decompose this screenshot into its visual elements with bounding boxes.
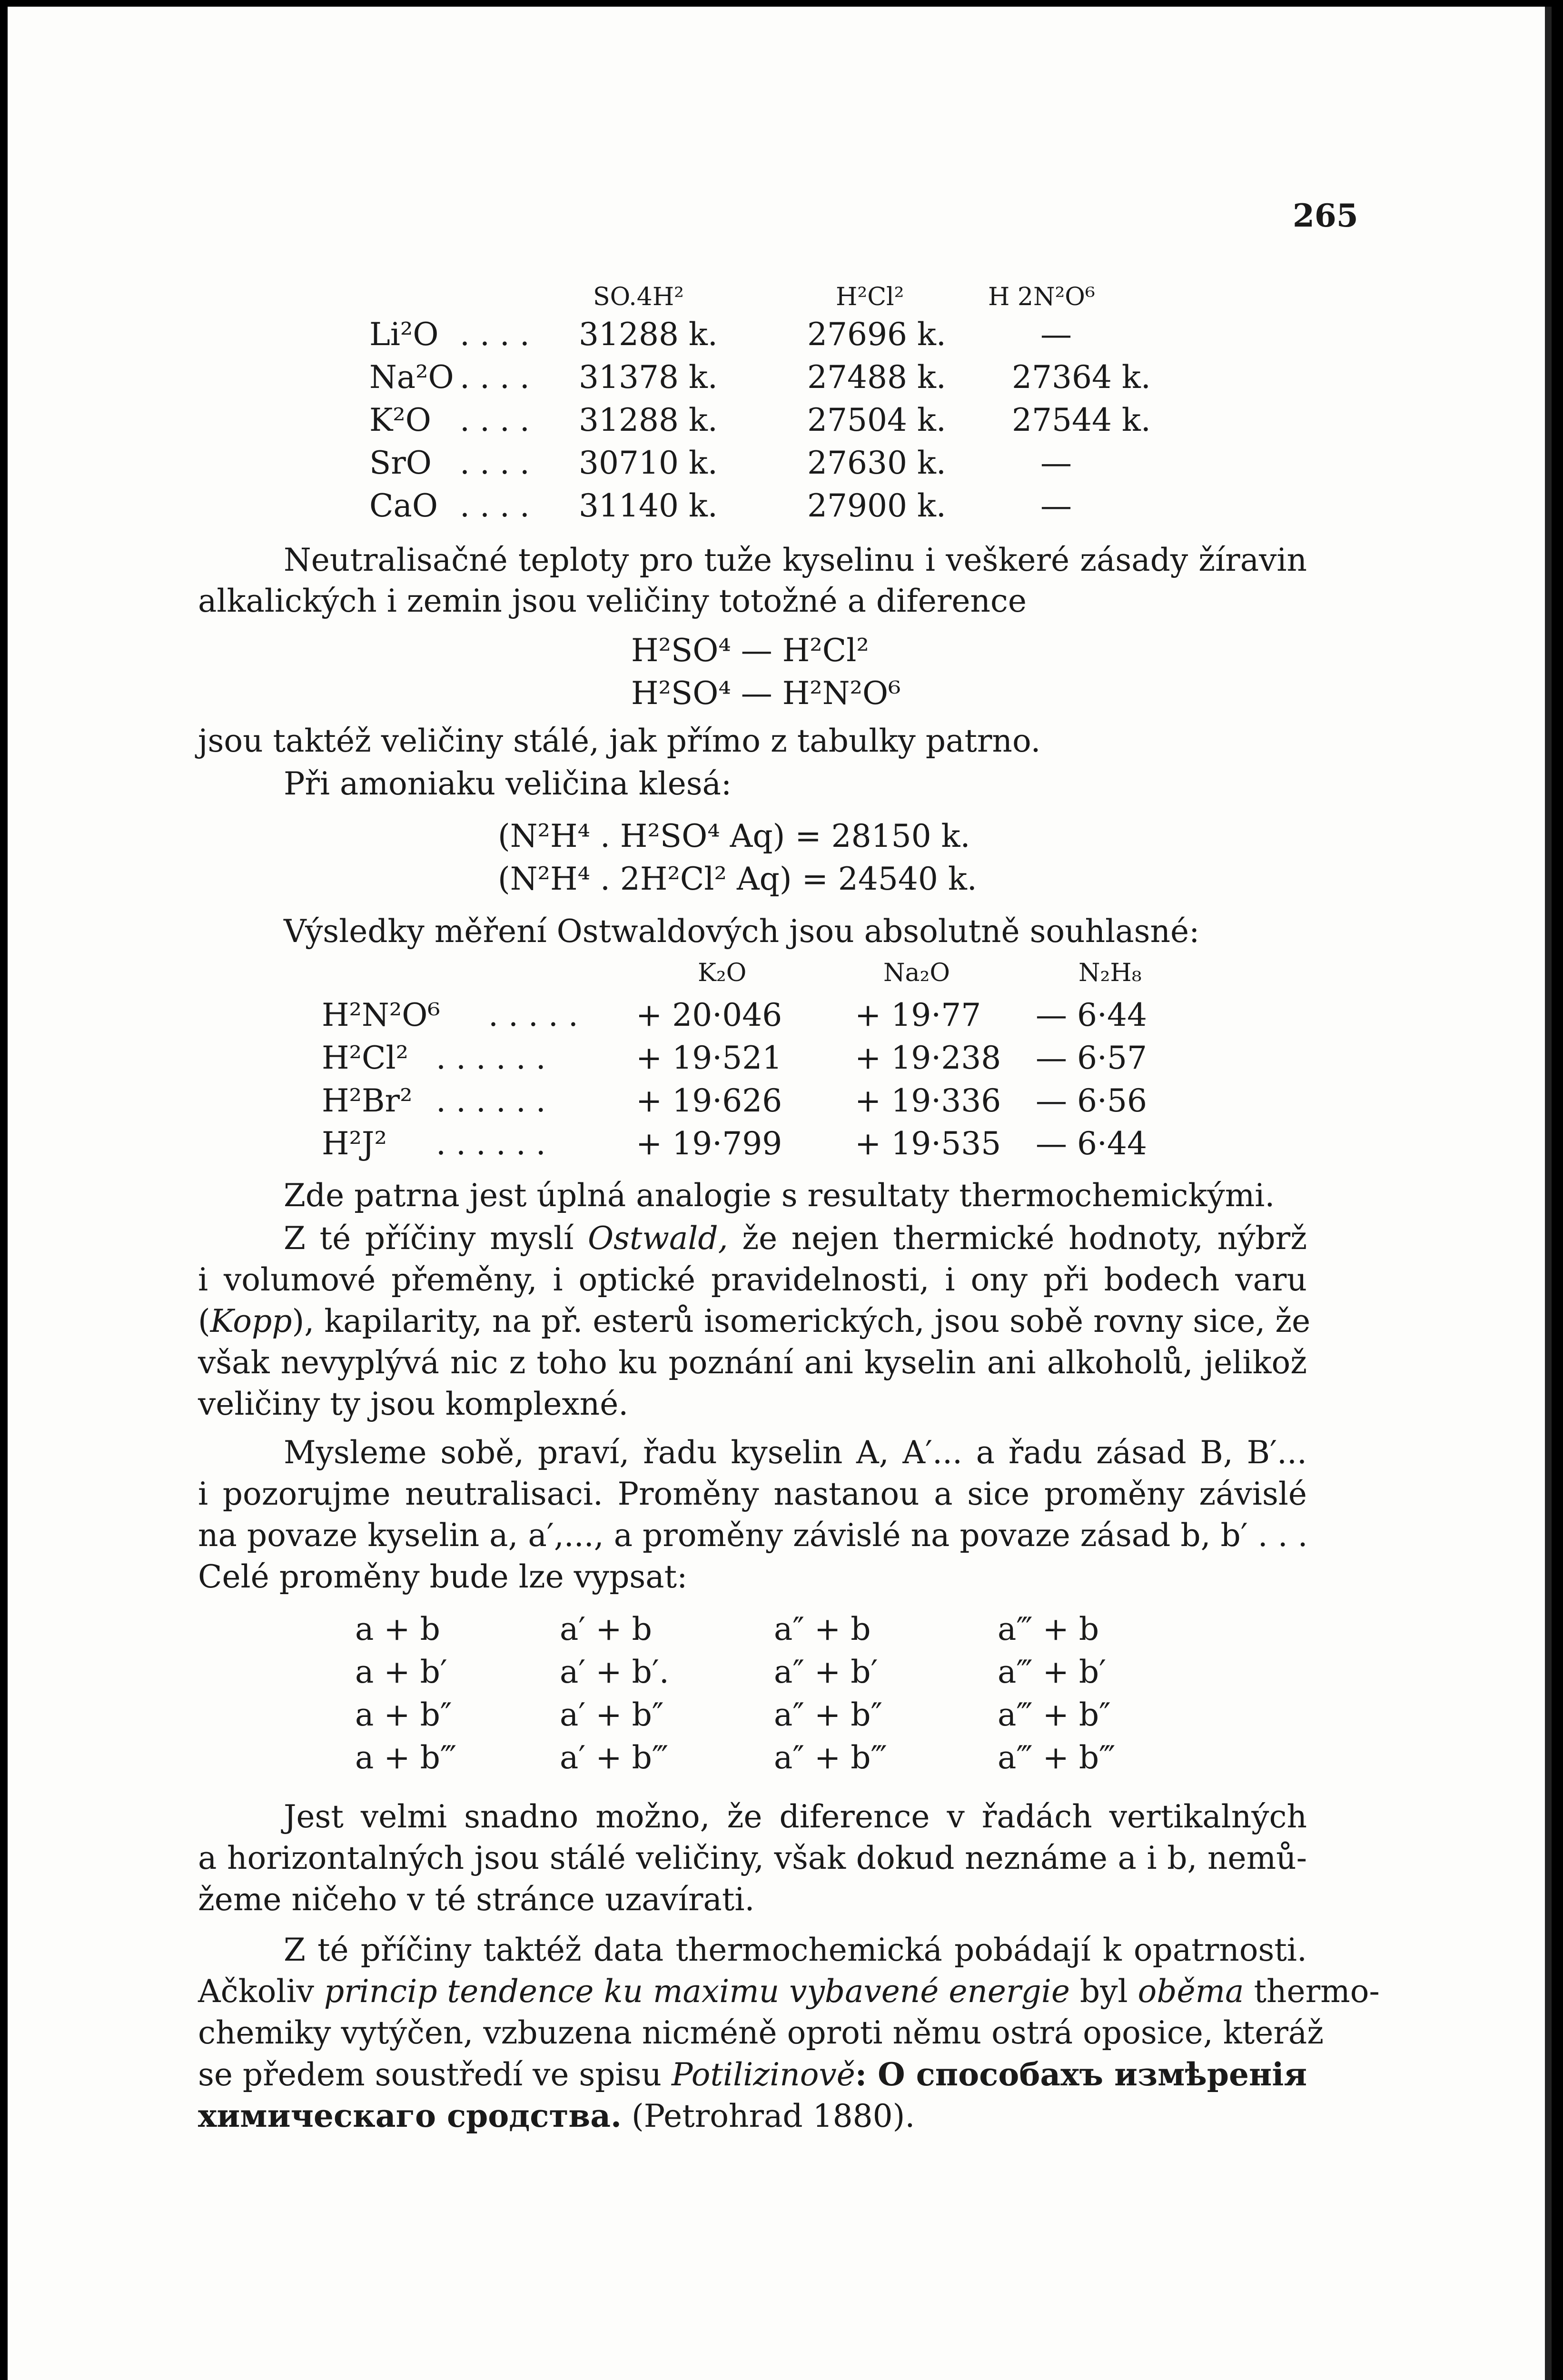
paragraph-line: Neutralisačné teploty pro tuže kyselinu i veškeré zásady žíravin — [284, 542, 1307, 578]
table-row-label: H²J² — [322, 1125, 387, 1162]
grid-cell: a‴ + b — [998, 1611, 1099, 1647]
paragraph-line: Mysleme sobě, praví, řadu kyselin A, A′... a řadu zásad B, B′... — [284, 1434, 1307, 1471]
table-cell: 27544 k. — [1012, 402, 1151, 438]
text-run: thermo- — [1244, 1973, 1380, 2010]
paragraph-line: i pozorujme neutralisaci. Proměny nastanou a sice proměny závislé — [198, 1476, 1307, 1512]
table-cell: + 19·535 — [855, 1125, 1001, 1162]
formula: H²SO⁴ — H²N²O⁶ — [631, 675, 901, 712]
table-cell: 31140 k. — [579, 487, 718, 524]
table-row-label: CaO — [369, 487, 438, 524]
table-cell: + 19·626 — [636, 1082, 782, 1119]
table-row-dots: . . . . — [460, 487, 530, 524]
grid-cell: a′ + b′. — [560, 1654, 669, 1690]
table-row-dots: . . . . . . — [436, 1125, 546, 1162]
table-header: H²Cl² — [836, 283, 904, 311]
table-row-dots: . . . . — [460, 445, 530, 481]
book-page — [8, 7, 1552, 2380]
russian-title: : О способахъ измѣренія — [855, 2056, 1307, 2093]
table-header: K₂O — [698, 959, 747, 987]
table-cell: 31378 k. — [579, 359, 718, 396]
table-cell: 27364 k. — [1012, 359, 1151, 396]
table-cell: 27488 k. — [807, 359, 946, 396]
table-cell: + 20·046 — [636, 997, 782, 1033]
text-run: byl — [1069, 1973, 1138, 2010]
paragraph-line — [198, 1971, 1380, 2012]
paragraph-line: Při amoniaku veličina klesá: — [284, 765, 732, 802]
paragraph-line: veličiny ty jsou komplexné. — [198, 1386, 629, 1422]
paragraph-line: Jest velmi snadno možno, že diference v řadách vertikalných — [284, 1798, 1307, 1835]
table-row-dots: . . . . . . — [436, 1082, 546, 1119]
table-cell: + 19·336 — [855, 1082, 1001, 1119]
table-header: H 2N²O⁶ — [988, 283, 1095, 311]
table-cell: 27630 k. — [807, 445, 946, 481]
emphasis-text: oběma — [1138, 1973, 1244, 2010]
table-cell: 31288 k. — [579, 316, 718, 353]
paragraph-line: Výsledky měření Ostwaldových jsou absolutně souhlasné: — [284, 913, 1200, 950]
table-header: Na₂O — [883, 959, 950, 987]
paragraph-line: na povaze kyselin a, a′,..., a proměny závislé na povaze zásad b, b′ . . . — [198, 1517, 1308, 1554]
paragraph-line: a horizontalných jsou stálé veličiny, však dokud neznáme a i b, nemů- — [198, 1840, 1307, 1876]
grid-cell: a‴ + b″ — [998, 1696, 1111, 1733]
text-run: Ačkoliv — [198, 1973, 324, 2010]
grid-cell: a″ + b″ — [774, 1696, 883, 1733]
equation: (N²H⁴ . H²SO⁴ Aq) = 28150 k. — [498, 818, 970, 854]
table-cell: — 6·57 — [1036, 1040, 1147, 1076]
text-run: (Petrohrad 1880). — [621, 2098, 915, 2134]
paragraph-line: Z té příčiny taktéž data thermochemická pobádají k opatrnosti. — [284, 1932, 1307, 1968]
paragraph-line: Zde patrna jest úplná analogie s resultaty thermochemickými. — [284, 1177, 1275, 1214]
grid-cell: a′ + b″ — [560, 1696, 664, 1733]
grid-cell: a + b′ — [355, 1654, 447, 1690]
table-header: N₂H₈ — [1078, 959, 1142, 987]
paragraph-line: jsou taktéž veličiny stálé, jak přímo z tabulky patrno. — [198, 723, 1041, 759]
paragraph-line: Celé proměny bude lze vypsat: — [198, 1558, 688, 1595]
paragraph-line: alkalických i zemin jsou veličiny totožné a diference — [198, 583, 1027, 619]
author-name: Ostwald, — [587, 1220, 728, 1257]
table-row-label: Li²O — [369, 316, 439, 353]
text-run: ), kapilarity, na př. esterů isomerických, jsou sobě rovny sice, že — [292, 1303, 1311, 1339]
equation: (N²H⁴ . 2H²Cl² Aq) = 24540 k. — [498, 861, 977, 897]
paragraph-line — [198, 1301, 1311, 1342]
grid-cell: a + b″ — [355, 1696, 452, 1733]
table-row-label: Na²O — [369, 359, 454, 396]
grid-cell: a + b‴ — [355, 1739, 457, 1776]
paragraph-line: žeme ničeho v té stránce uzavírati. — [198, 1881, 755, 1918]
formula: H²SO⁴ — H²Cl² — [631, 632, 869, 669]
grid-cell: a + b — [355, 1611, 440, 1647]
paragraph-line — [198, 2054, 1307, 2095]
paragraph-line: však nevyplývá nic z toho ku poznání ani kyselin ani alkoholů, jelikož — [198, 1344, 1307, 1381]
text-run: ( — [198, 1303, 210, 1339]
grid-cell: a′ + b — [560, 1611, 652, 1647]
table-cell: + 19·238 — [855, 1040, 1001, 1076]
table-header: SO.4H² — [593, 283, 684, 311]
table-row-label: H²Br² — [322, 1082, 413, 1119]
table-cell: — 6·44 — [1036, 997, 1147, 1033]
table-row-dots: . . . . . — [488, 997, 578, 1033]
grid-cell: a‴ + b′ — [998, 1654, 1107, 1690]
text-run: Z té příčiny myslí — [284, 1220, 588, 1257]
table-row-dots: . . . . — [460, 359, 530, 396]
page-edge — [1545, 7, 1552, 2380]
table-cell: 27504 k. — [807, 402, 946, 438]
table-row-dots: . . . . — [460, 316, 530, 353]
table-row-label: H²Cl² — [322, 1040, 409, 1076]
table-cell: + 19·799 — [636, 1125, 782, 1162]
table-cell: — — [1040, 316, 1072, 353]
grid-cell: a″ + b′ — [774, 1654, 878, 1690]
table-cell: — — [1040, 487, 1072, 524]
table-cell: 27696 k. — [807, 316, 946, 353]
paragraph-line: i volumové přeměny, i optické pravidelnosti, i ony při bodech varu — [198, 1261, 1307, 1298]
table-row-dots: . . . . . . — [436, 1040, 546, 1076]
table-cell: — — [1040, 445, 1072, 481]
paragraph-line: chemiky vytýčen, vzbuzena nicméně oproti němu ostrá oposice, kteráž — [198, 2014, 1324, 2051]
table-cell: + 19·521 — [636, 1040, 782, 1076]
grid-cell: a″ + b‴ — [774, 1739, 887, 1776]
paragraph-line — [198, 2095, 915, 2137]
paragraph-line — [284, 1218, 1307, 1259]
table-cell: + 19·77 — [855, 997, 981, 1033]
table-cell: — 6·44 — [1036, 1125, 1147, 1162]
table-row-label: H²N²O⁶ — [322, 997, 440, 1033]
table-cell: 30710 k. — [579, 445, 718, 481]
table-row-label: K²O — [369, 402, 431, 438]
table-row-dots: . . . . — [460, 402, 530, 438]
emphasis-text: princip tendence ku maximu vybavené energie — [324, 1973, 1070, 2010]
table-cell: 27900 k. — [807, 487, 946, 524]
russian-title: химическаго сродства. — [198, 2097, 622, 2134]
author-name: Kopp — [210, 1303, 292, 1339]
page-number: 265 — [1293, 197, 1358, 234]
text-run: se předem soustředí ve spisu — [198, 2056, 672, 2093]
author-name: Potilizinově — [672, 2056, 855, 2093]
grid-cell: a‴ + b‴ — [998, 1739, 1116, 1776]
table-cell: 31288 k. — [579, 402, 718, 438]
grid-cell: a′ + b‴ — [560, 1739, 669, 1776]
table-cell: — 6·56 — [1036, 1082, 1147, 1119]
table-row-label: SrO — [369, 445, 432, 481]
grid-cell: a″ + b — [774, 1611, 871, 1647]
text-run: že nejen thermické hodnoty, nýbrž — [728, 1220, 1307, 1257]
